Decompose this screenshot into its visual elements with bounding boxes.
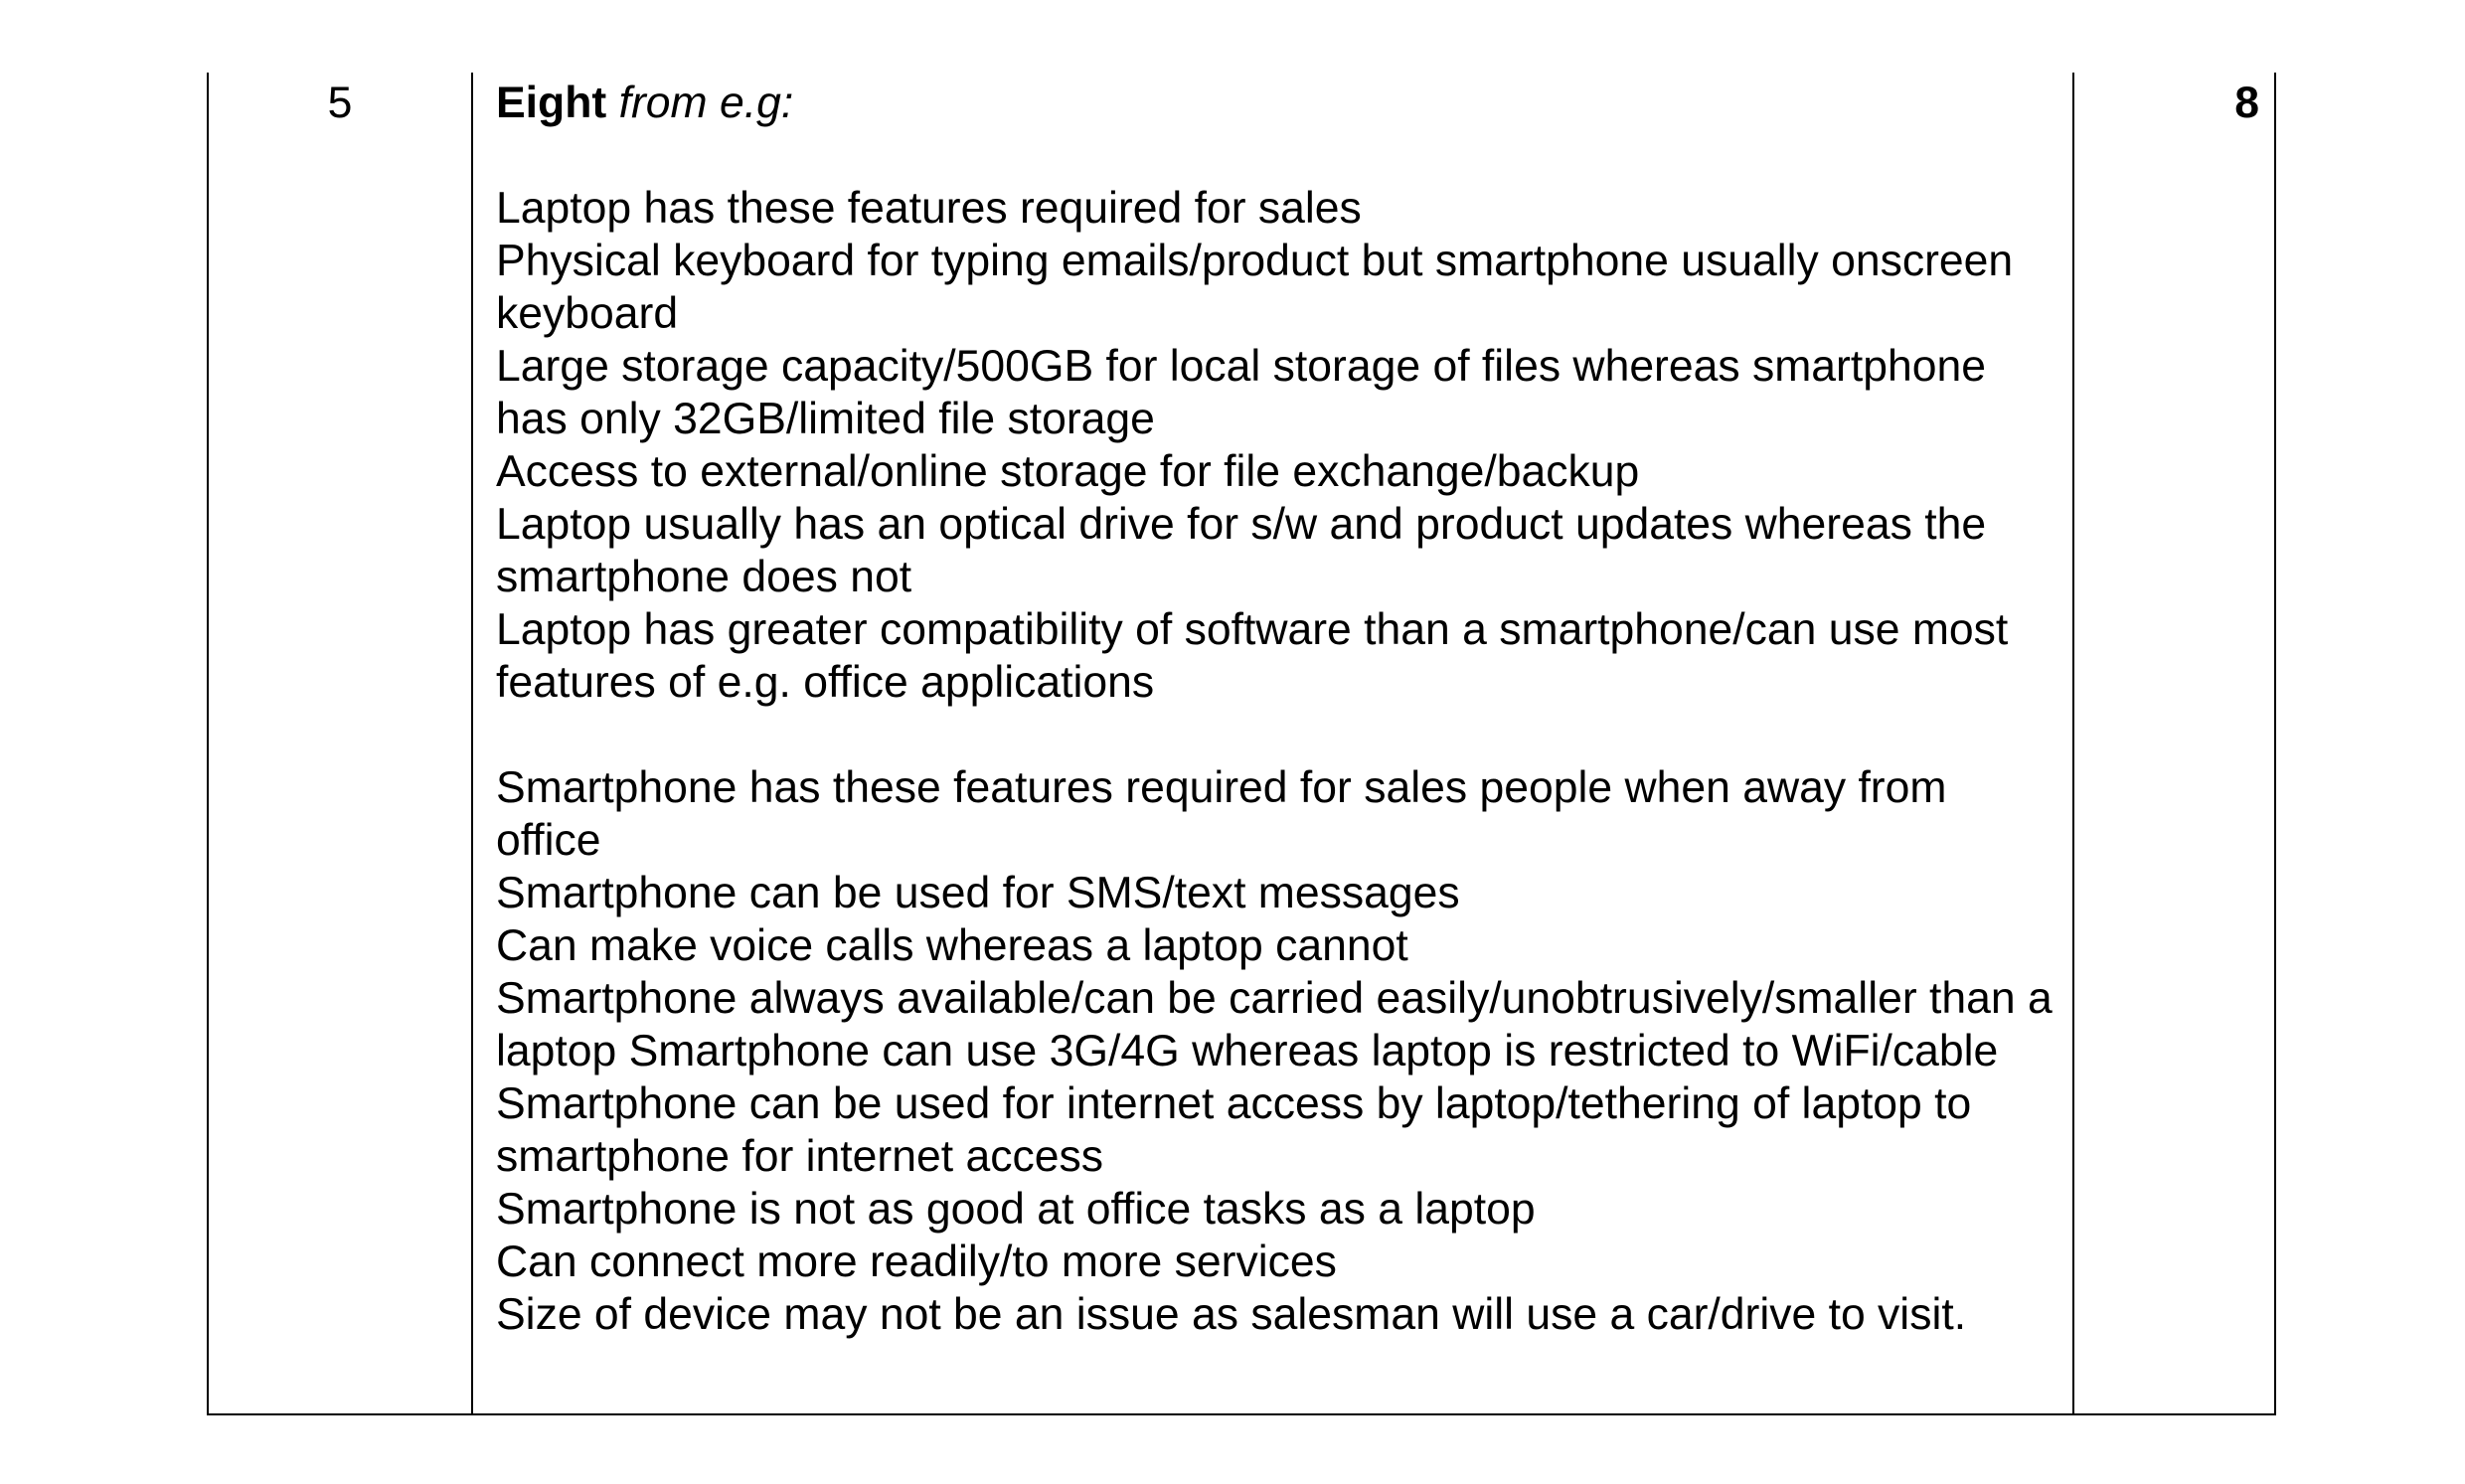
smartphone-point: Can make voice calls whereas a laptop cannot <box>496 921 1408 970</box>
answer-cell <box>473 73 2074 1413</box>
laptop-points <box>496 182 2053 709</box>
laptop-point: Access to external/online storage for file exchange/backup <box>496 447 1640 496</box>
laptop-point: Laptop has these features required for sales <box>496 184 1362 233</box>
laptop-point: Laptop usually has an optical drive for s/w and product updates whereas the smartphone does not <box>496 500 1987 601</box>
answer-qualifier: from e.g: <box>618 79 794 127</box>
marks-value: 8 <box>2234 79 2259 127</box>
smartphone-point: Can connect more readily/to more services <box>496 1237 1337 1286</box>
smartphone-point: Smartphone can be used for SMS/text messages <box>496 869 1460 917</box>
mark-scheme-table <box>207 73 2276 1415</box>
smartphone-point: Smartphone can be used for internet access by laptop/tethering of laptop to smartphone for internet access <box>496 1079 1972 1181</box>
laptop-point: Physical keyboard for typing emails/product but smartphone usually onscreen keyboard <box>496 237 2014 338</box>
smartphone-point: Smartphone always available/can be carried easily/unobtrusively/smaller than a laptop Smartphone can use 3G/4G whereas laptop is restricted to WiFi/cable <box>496 974 2053 1075</box>
smartphone-points <box>496 761 2053 1341</box>
smartphone-point: Size of device may not be an issue as salesman will use a car/drive to visit. <box>496 1290 1967 1339</box>
answer-intro <box>496 77 2053 129</box>
laptop-point: Large storage capacity/500GB for local storage of files whereas smartphone has only 32GB/limited file storage <box>496 342 1986 443</box>
smartphone-point: Smartphone is not as good at office tasks as a laptop <box>496 1185 1536 1234</box>
smartphone-point: Smartphone has these features required for sales people when away from office <box>496 763 1947 865</box>
question-number-cell <box>209 73 473 1413</box>
question-number: 5 <box>327 79 353 127</box>
answer-count: Eight <box>496 79 607 127</box>
laptop-point: Laptop has greater compatibility of software than a smartphone/can use most features of e.g. office applications <box>496 605 2009 707</box>
marks-cell <box>2074 73 2279 1413</box>
